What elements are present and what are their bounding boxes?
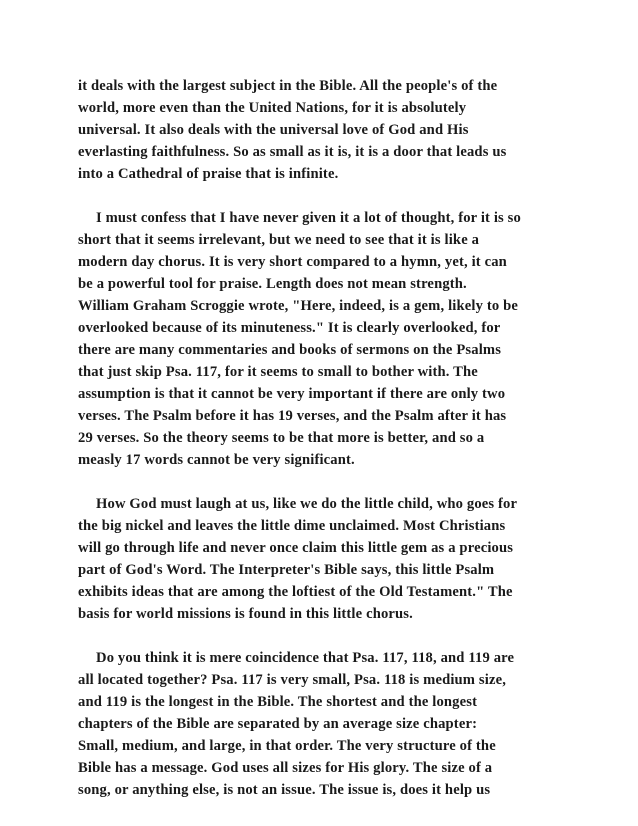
text-line: modern day chorus. It is very short compared to a hymn, yet, it can bbox=[78, 254, 507, 270]
text-line: overlooked because of its minuteness." It is clearly overlooked, for bbox=[78, 320, 501, 336]
text-line: I must confess that I have never given it a lot of thought, for it is so bbox=[96, 210, 521, 226]
text-line: that just skip Psa. 117, for it seems to small to bother with. The bbox=[78, 364, 478, 380]
text-line: everlasting faithfulness. So as small as it is, it is a door that leads us bbox=[78, 144, 507, 160]
text-line: universal. It also deals with the universal love of God and His bbox=[78, 122, 469, 138]
text-line: Do you think it is mere coincidence that Psa. 117, 118, and 119 are bbox=[96, 650, 515, 666]
paragraph-1 bbox=[78, 75, 578, 185]
text-line: Bible has a message. God uses all sizes for His glory. The size of a bbox=[78, 760, 493, 776]
text-line: measly 17 words cannot be very significant. bbox=[78, 452, 355, 468]
text-line: world, more even than the United Nations, for it is absolutely bbox=[78, 100, 467, 116]
text-line: be a powerful tool for praise. Length does not mean strength. bbox=[78, 276, 467, 292]
paragraph-4 bbox=[78, 647, 578, 801]
text-line: song, or anything else, is not an issue. The issue is, does it help us bbox=[78, 782, 491, 798]
text-line: verses. The Psalm before it has 19 verses, and the Psalm after it has bbox=[78, 408, 507, 424]
text-line: will go through life and never once claim this little gem as a precious bbox=[78, 540, 514, 556]
text-line: Small, medium, and large, in that order. The very structure of the bbox=[78, 738, 496, 754]
paragraph-2 bbox=[78, 207, 578, 471]
document-page bbox=[78, 75, 578, 823]
text-line: short that it seems irrelevant, but we need to see that it is like a bbox=[78, 232, 480, 248]
text-line: there are many commentaries and books of sermons on the Psalms bbox=[78, 342, 502, 358]
text-line: part of God's Word. The Interpreter's Bible says, this little Psalm bbox=[78, 562, 495, 578]
text-line: chapters of the Bible are separated by an average size chapter: bbox=[78, 716, 478, 732]
text-line: 29 verses. So the theory seems to be that more is better, and so a bbox=[78, 430, 485, 446]
text-line: and 119 is the longest in the Bible. The shortest and the longest bbox=[78, 694, 478, 710]
text-line: assumption is that it cannot be very important if there are only two bbox=[78, 386, 506, 402]
text-line: into a Cathedral of praise that is infinite. bbox=[78, 166, 339, 182]
text-line: How God must laugh at us, like we do the little child, who goes for bbox=[96, 496, 518, 512]
text-line: William Graham Scroggie wrote, "Here, indeed, is a gem, likely to be bbox=[78, 298, 518, 314]
text-line: all located together? Psa. 117 is very small, Psa. 118 is medium size, bbox=[78, 672, 506, 688]
text-line: the big nickel and leaves the little dime unclaimed. Most Christians bbox=[78, 518, 506, 534]
text-line: exhibits ideas that are among the loftiest of the Old Testament." The bbox=[78, 584, 513, 600]
paragraph-3 bbox=[78, 493, 578, 625]
text-line: basis for world missions is found in this little chorus. bbox=[78, 606, 413, 622]
text-line: it deals with the largest subject in the Bible. All the people's of the bbox=[78, 78, 498, 94]
